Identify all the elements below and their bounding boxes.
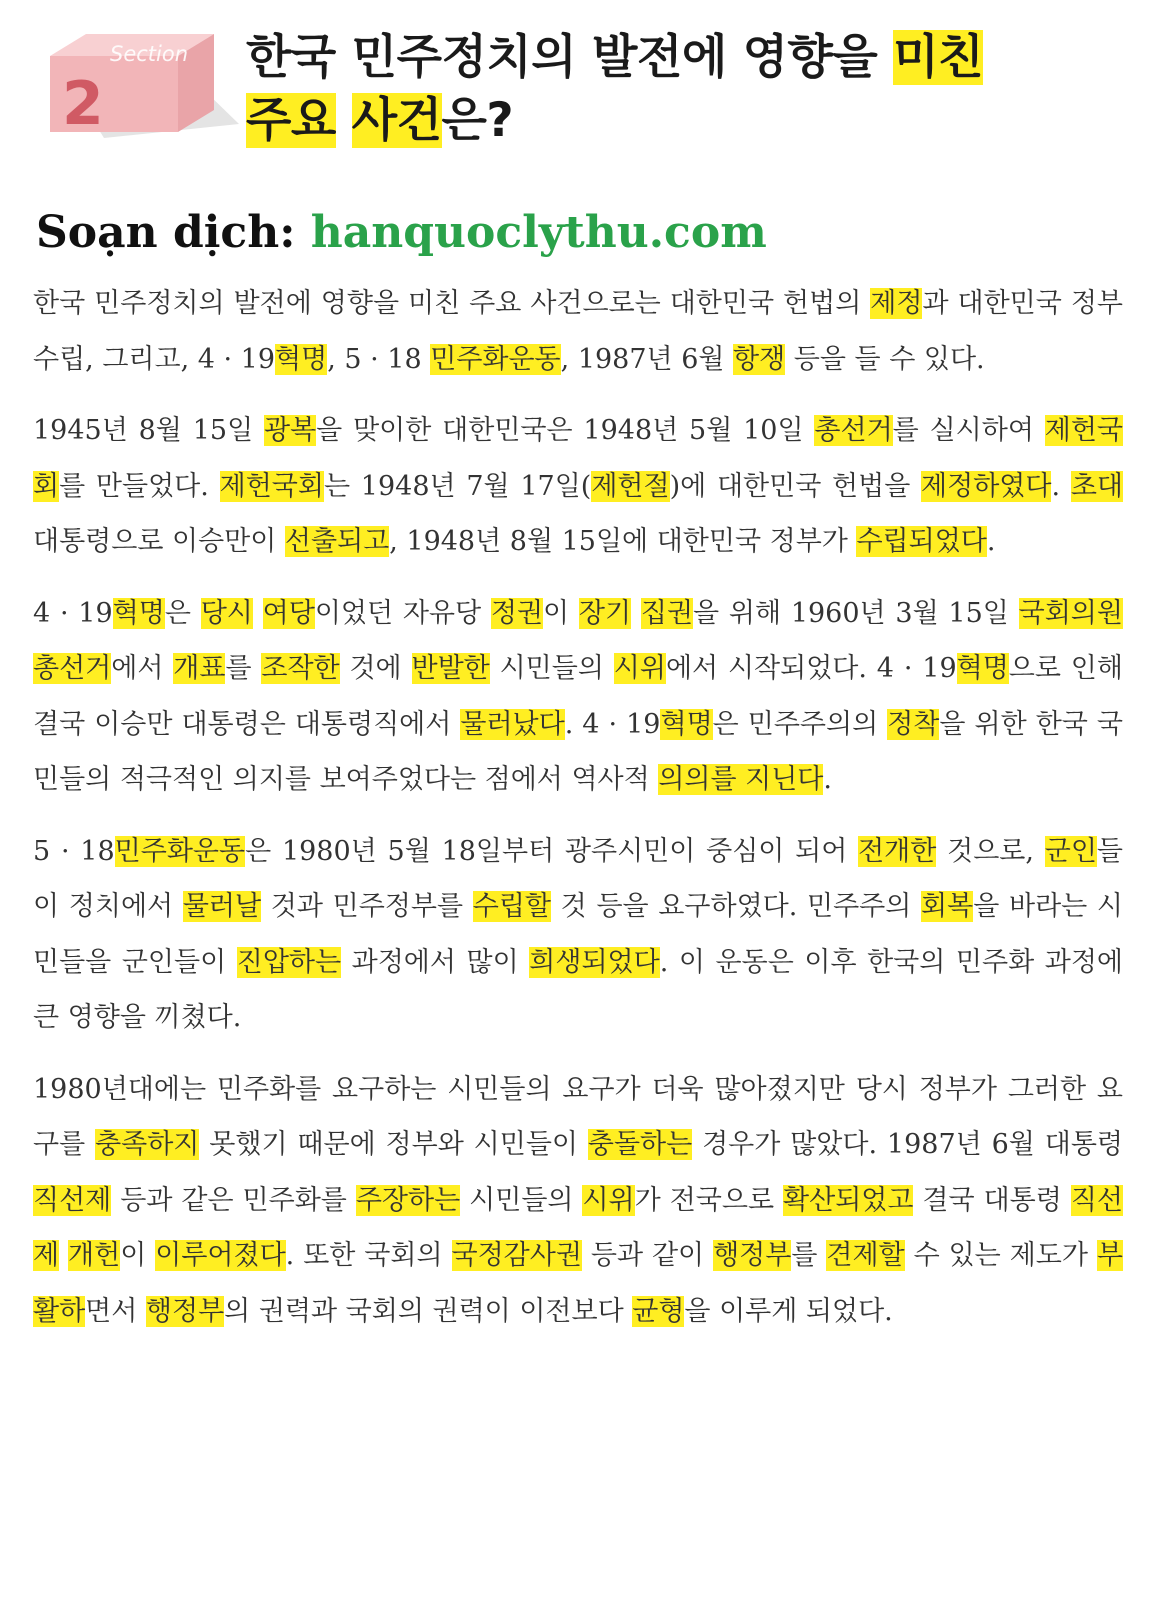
paragraph-text: 1980년대에는 민주화를 요구하는 시민들의 요구가 더욱 많아졌지만 당시 정부가 그러한 요구를 <box>33 1073 1123 1160</box>
paragraph-highlight: 회복 <box>921 891 974 922</box>
paragraph-text: 과 대한민국 정부 수립, 그리고, 4 · 19 <box>33 288 1123 375</box>
paragraph-highlight: 군인 <box>1044 835 1097 867</box>
paragraph-text: . <box>823 764 832 795</box>
title-text <box>336 93 352 148</box>
paragraph-highlight: 물러날 <box>182 891 262 922</box>
paragraph-highlight: 여당 <box>262 597 315 629</box>
paragraph-text: 을 이루게 되었다. <box>684 1295 893 1327</box>
page-title <box>246 26 1146 152</box>
paragraph-highlight: 확산되었고 <box>783 1184 914 1216</box>
paragraph-highlight: 행정부 <box>145 1295 225 1327</box>
paragraph-text: 등과 같은 민주화를 <box>111 1184 356 1216</box>
credit-site: hanquoclythu.com <box>310 207 767 258</box>
paragraph-highlight: 시위 <box>613 653 666 684</box>
paragraph-text: 가 전국으로 <box>634 1184 784 1216</box>
paragraph-highlight: 충돌하는 <box>587 1129 693 1160</box>
paragraph-text: 시민들의 <box>460 1184 583 1216</box>
paragraph-text: , 1987년 6월 <box>560 343 734 375</box>
paragraph-text: 에서 시작되었다. 4 · 19 <box>665 653 957 684</box>
paragraph-highlight: 제헌국회 <box>33 415 1123 502</box>
paragraph-text: 것 등을 요구하였다. 민주주의 <box>550 891 922 922</box>
paragraph-highlight: 혁명 <box>956 653 1009 684</box>
paragraph-text: 결국 대통령 <box>913 1184 1071 1216</box>
paragraph-text: 이었던 자유당 <box>314 597 491 629</box>
paragraph <box>33 824 1123 1046</box>
paragraph-text: 이 <box>120 1240 156 1271</box>
paragraph-text: 을 위한 한국 국민들의 적극적인 의지를 보여주었다는 점에서 역사적 <box>33 708 1123 795</box>
paragraph-text: 들이 정치에서 <box>33 835 1123 922</box>
paragraph-highlight: 항쟁 <box>733 343 786 375</box>
paragraph-text: 면서 <box>85 1295 146 1327</box>
paragraph-text: . <box>986 526 996 557</box>
paragraph-highlight: 직선제 <box>33 1184 112 1216</box>
paragraph-highlight: 혁명 <box>112 597 165 629</box>
paragraph-text: 경우가 많았다. 1987년 6월 대통령 <box>692 1129 1123 1160</box>
paragraph-text: 으로 인해 결국 이승만 대통령은 대통령직에서 <box>33 653 1123 740</box>
paragraph-text <box>631 598 641 629</box>
paragraph-highlight: 집권 <box>640 597 694 629</box>
paragraph-highlight: 제헌절 <box>591 470 670 502</box>
paragraph-highlight: 개표 <box>173 653 226 684</box>
paragraph-highlight: 혁명 <box>275 343 328 375</box>
paragraph-text: 은 민주주의의 <box>712 708 888 740</box>
paragraph-text: 대통령으로 이승만이 <box>33 526 285 557</box>
paragraph-highlight: 국정감사권 <box>451 1240 582 1271</box>
title-highlight: 미친 <box>893 30 983 85</box>
paragraph-text: 를 만들었다. <box>59 470 220 502</box>
paragraph-highlight: 물러났다 <box>460 708 565 740</box>
paragraph-highlight: 이루어졌다 <box>155 1240 286 1271</box>
paragraph-highlight: 민주화운동 <box>430 343 561 375</box>
paragraph-text: 등을 들 수 있다. <box>785 343 985 375</box>
paragraph-text: 수 있는 제도가 <box>904 1240 1097 1271</box>
paragraph-text: 것으로, <box>936 835 1045 867</box>
paragraph-highlight: 희생되었다 <box>529 946 660 978</box>
paragraph-text: 못했기 때문에 정부와 시민들이 <box>199 1129 588 1160</box>
paragraph-text: 은 1980년 5월 18일부터 광주시민이 중심이 되어 <box>245 835 859 867</box>
paragraph <box>33 586 1123 808</box>
paragraph-highlight: 전개한 <box>858 835 937 867</box>
paragraph-highlight: 의의를 지닌다 <box>658 764 824 795</box>
paragraph-text: . 또한 국회의 <box>285 1240 452 1271</box>
paragraph-text: 을 위해 1960년 3월 15일 <box>693 597 1019 629</box>
paragraph-highlight: 당시 <box>200 597 253 629</box>
paragraph-highlight: 정권 <box>490 597 544 629</box>
paragraph-text: 이 <box>543 597 579 629</box>
paragraph-text: . 4 · 19 <box>564 708 661 740</box>
paragraph-highlight: 총선거 <box>33 653 112 684</box>
paragraph-highlight: 초대 <box>1070 470 1123 502</box>
title-highlight: 주요 <box>246 93 336 148</box>
paragraph-text: 은 <box>164 597 201 629</box>
paragraph-text: 에서 <box>111 653 174 684</box>
paragraph-text: 것에 <box>339 653 412 684</box>
section-badge <box>34 28 239 148</box>
paragraph-text: 과정에서 많이 <box>341 946 530 978</box>
paragraph-text <box>253 598 263 629</box>
paragraph-text: 시민들의 <box>489 653 614 684</box>
paragraph-highlight: 선출되고 <box>284 526 390 557</box>
paragraph-text: 5 · 18 <box>33 835 115 867</box>
paragraph-highlight: 조작한 <box>261 653 340 684</box>
paragraph-text: . 이 운동은 이후 한국의 민주화 과정에 큰 영향을 끼쳤다. <box>33 946 1123 1033</box>
paragraph-highlight: 제헌국회 <box>219 470 324 502</box>
title-text: 한국 민주정치의 발전에 영향을 <box>246 30 894 85</box>
paragraph-highlight: 균형 <box>632 1295 685 1327</box>
credit-label: Soạn dịch: <box>36 207 311 258</box>
title-text: 은? <box>441 93 514 148</box>
paragraph-highlight: 제정 <box>870 288 923 319</box>
paragraph-text: 4 · 19 <box>33 597 113 629</box>
paragraph-text: )에 대한민국 헌법을 <box>669 470 922 502</box>
paragraph-text: 것과 민주정부를 <box>261 891 473 922</box>
paragraph-text: 등과 같이 <box>581 1240 714 1271</box>
title-highlight: 사건 <box>351 93 442 148</box>
paragraph-text: 의 권력과 국회의 권력이 이전보다 <box>224 1295 633 1327</box>
paragraph <box>33 276 1123 387</box>
paragraph <box>33 1062 1123 1340</box>
paragraph-text: 는 1948년 7월 17일( <box>323 470 592 502</box>
paragraph-highlight: 정착 <box>887 708 940 740</box>
paragraph-highlight: 국회의원 <box>1018 597 1123 629</box>
paragraph-highlight: 민주화운동 <box>114 835 246 867</box>
paragraph-text: , 1948년 8월 15일에 대한민국 정부가 <box>389 526 857 557</box>
credit-line <box>36 207 767 258</box>
paragraph-highlight: 직선제 <box>33 1184 1123 1271</box>
paragraph-text: 을 바라는 시민들을 군인들이 <box>33 891 1124 978</box>
paragraph-text: , 5 · 18 <box>327 343 431 375</box>
paragraph-highlight: 주장하는 <box>355 1184 461 1216</box>
paragraph-highlight: 진압하는 <box>236 946 342 978</box>
paragraph-text <box>59 1240 68 1271</box>
paragraph-highlight: 반발한 <box>411 653 490 684</box>
paragraph-highlight: 시위 <box>582 1184 635 1216</box>
paragraph-text: . <box>1051 470 1071 502</box>
paragraph-text: 1945년 8월 15일 <box>33 415 264 446</box>
paragraph-highlight: 수립할 <box>472 891 551 922</box>
paragraph-highlight: 광복 <box>264 415 317 446</box>
paragraph-highlight: 충족하지 <box>95 1129 200 1160</box>
paragraph-highlight: 장기 <box>578 597 632 629</box>
paragraph-text: 을 맞이한 대한민국은 1948년 5월 10일 <box>316 415 815 446</box>
paragraph-highlight: 제정하였다 <box>921 470 1052 502</box>
paragraph-highlight: 총선거 <box>814 415 893 446</box>
paragraph-highlight: 견제할 <box>826 1240 905 1271</box>
paragraph-text: 한국 민주정치의 발전에 영향을 미친 주요 사건으로는 대한민국 헌법의 <box>33 288 871 319</box>
section-label: Section <box>110 42 189 66</box>
section-number: 2 <box>62 69 104 139</box>
paragraph-text: 를 <box>791 1240 827 1271</box>
paragraph-highlight: 혁명 <box>660 708 713 740</box>
paragraph-text: 를 <box>225 653 262 684</box>
paragraph-highlight: 행정부 <box>713 1240 792 1271</box>
paragraph-highlight: 수립되었다 <box>856 526 987 557</box>
paragraph-highlight: 부활하 <box>33 1240 1123 1327</box>
paragraph <box>33 403 1123 570</box>
paragraph-text: 를 실시하여 <box>892 415 1045 446</box>
body-text <box>33 276 1123 1355</box>
paragraph-highlight: 개헌 <box>68 1240 121 1271</box>
